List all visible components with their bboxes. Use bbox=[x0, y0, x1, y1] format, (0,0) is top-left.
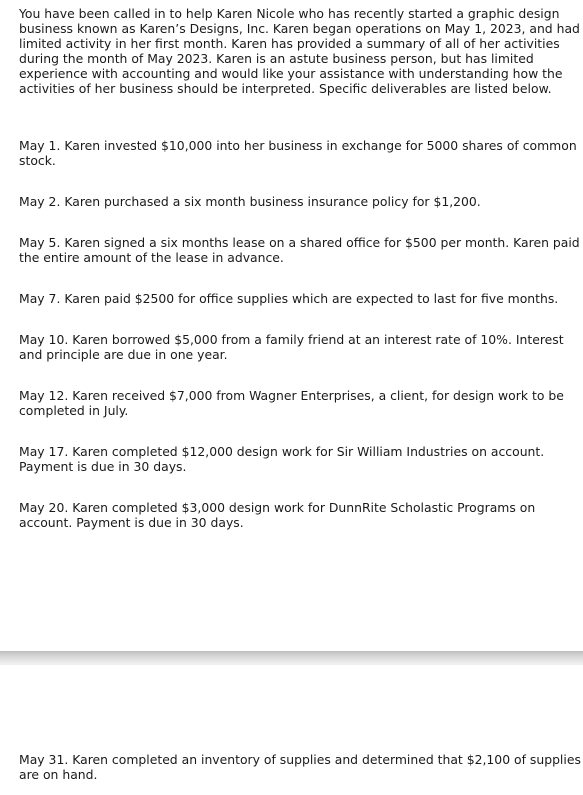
transaction-may-7: May 7. Karen paid $2500 for office supplies which are expected to last for five months. bbox=[19, 291, 559, 306]
transaction-may-12: May 12. Karen received $7,000 from Wagner Enterprises, a client, for design work to be completed in July. bbox=[19, 388, 564, 418]
transaction-may-2: May 2. Karen purchased a six month business insurance policy for $1,200. bbox=[19, 194, 481, 209]
page-break-divider bbox=[0, 651, 583, 665]
transaction-may-1: May 1. Karen invested $10,000 into her business in exchange for 5000 shares of common stock. bbox=[19, 138, 577, 168]
transaction-may-31: May 31. Karen completed an inventory of supplies and determined that $2,100 of supplies are on hand. bbox=[19, 752, 581, 782]
intro-paragraph: You have been called in to help Karen Nicole who has recently started a graphic design business known as Karen’s Designs, Inc. Karen began operations on May 1, 2023, and had limited activity in her first month. Karen has provided a summary of all of her activities during the month of May 2023. Karen is an astute business person, but has limited experience with accounting and would like your assistance with understanding how the activities of her business should be interpreted. Specific deliverables are listed below. bbox=[19, 6, 580, 96]
transaction-may-20: May 20. Karen completed $3,000 design work for DunnRite Scholastic Programs on account. Payment is due in 30 days. bbox=[19, 500, 536, 530]
transaction-may-5: May 5. Karen signed a six months lease on a shared office for $500 per month. Karen paid the entire amount of the lease in advance. bbox=[19, 235, 580, 265]
transaction-may-17: May 17. Karen completed $12,000 design work for Sir William Industries on account. Payment is due in 30 days. bbox=[19, 444, 545, 474]
transaction-may-10: May 10. Karen borrowed $5,000 from a family friend at an interest rate of 10%. Interest and principle are due in one year. bbox=[19, 332, 564, 362]
